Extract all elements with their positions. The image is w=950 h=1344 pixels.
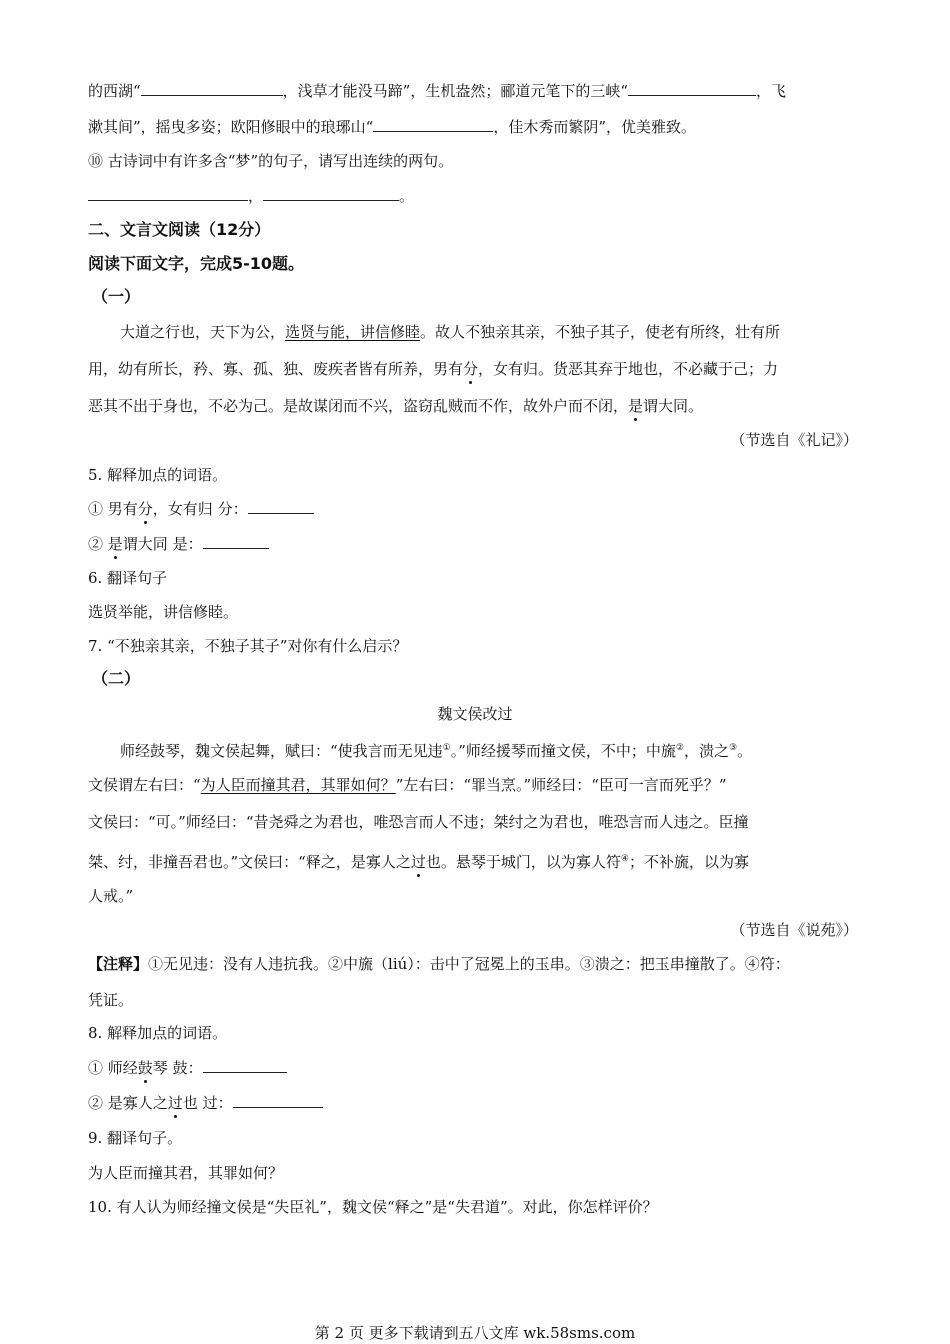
source-citation: （节选自《礼记》） bbox=[730, 431, 858, 449]
text-line: ， 。 bbox=[88, 186, 414, 206]
passage-label: （二） bbox=[92, 669, 141, 688]
passage-line: 师经鼓琴，魏文侯起舞，赋曰：“使我言而无见违①。”师经援琴而撞文侯，不中；中旒②，溃之③。 bbox=[120, 742, 753, 760]
passage-line: 大道之行也，天下为公，选贤与能，讲信修睦。故人不独亲其亲，不独子其子，使老有所终，壮有所 bbox=[120, 323, 781, 341]
question-5-item-1: ① 男有分，女有归 分： bbox=[88, 499, 314, 519]
question-8-item-2: ② 是寡人之过也 过： bbox=[88, 1093, 323, 1113]
question-8-item-1: ① 师经鼓琴 鼓： bbox=[88, 1058, 287, 1078]
question-7: 7. “不独亲其亲，不独子其子”对你有什么启示？ bbox=[88, 637, 408, 655]
question-5: 5. 解释加点的词语。 bbox=[88, 466, 228, 484]
answer-blank[interactable] bbox=[233, 1093, 323, 1108]
passage-title: 魏文侯改过 bbox=[437, 705, 513, 723]
question-9: 9. 翻译句子。 bbox=[88, 1129, 183, 1147]
passage-line: 人戒。” bbox=[88, 887, 134, 905]
annotation-note: 【注释】①无见违：没有人违抗我。②中旒（liú）：击中了冠冕上的玉串。③溃之：把玉串撞散了。④符： bbox=[88, 955, 790, 973]
text-line: 漱其间”，摇曳多姿；欧阳修眼中的琅琊山“ ，佳木秀而繁阴”，优美雅致。 bbox=[88, 118, 697, 136]
section-title: 二、文言文阅读（12分） bbox=[88, 220, 271, 239]
passage-label: （一） bbox=[92, 287, 141, 306]
answer-blank[interactable] bbox=[203, 534, 269, 549]
question-6: 6. 翻译句子 bbox=[88, 569, 168, 587]
question-5-item-2: ② 是谓大同 是： bbox=[88, 534, 269, 554]
question-8: 8. 解释加点的词语。 bbox=[88, 1024, 228, 1042]
answer-blank[interactable] bbox=[248, 499, 314, 514]
passage-line: 桀、纣，非撞吾君也。”文侯曰：“释之，是寡人之过也。悬琴于城门，以为寡人符④；不补旒，以为寡 bbox=[88, 853, 749, 871]
question-10-poem: ⑩ 古诗词中有许多含“梦”的句子，请写出连续的两句。 bbox=[88, 152, 454, 170]
passage-line: 用，幼有所长，矜、寡、孤、独、废疾者皆有所养，男有分，女有归。货恶其弃于地也，不必藏于己；力 bbox=[88, 360, 779, 378]
passage-line: 文侯曰：“可。”师经曰：“昔尧舜之为君也，唯恐言而人不违；桀纣之为君也，唯恐言而人违之。臣撞 bbox=[88, 813, 749, 831]
page-footer: 第 2 页 更多下载请到五八文库 wk.58sms.com bbox=[314, 1324, 636, 1342]
question-6-sentence: 选贤举能，讲信修睦。 bbox=[88, 603, 239, 621]
answer-blank[interactable] bbox=[203, 1058, 287, 1073]
answer-blank[interactable] bbox=[628, 81, 756, 96]
answer-blank[interactable] bbox=[263, 186, 399, 201]
section-instruction: 阅读下面文字，完成5-10题。 bbox=[88, 254, 305, 273]
annotation-note-cont: 凭证。 bbox=[88, 991, 134, 1009]
question-10: 10. 有人认为师经撞文侯是“失臣礼”，魏文侯“释之”是“失君道”。对此，你怎样评价？ bbox=[88, 1198, 658, 1216]
source-citation: （节选自《说苑》） bbox=[730, 921, 858, 939]
passage-line: 恶其不出于身也，不必为己。是故谋闭而不兴，盗窃乱贼而不作，故外户而不闭，是谓大同。 bbox=[88, 397, 704, 415]
question-9-sentence: 为人臣而撞其君，其罪如何？ bbox=[88, 1164, 284, 1182]
answer-blank[interactable] bbox=[88, 186, 248, 201]
passage-line: 文侯谓左右曰：“为人臣而撞其君，其罪如何？”左右曰：“罪当烹。”师经曰：“臣可一言而死乎？” bbox=[88, 776, 727, 794]
text-line: 的西湖“ ，浅草才能没马蹄”，生机盎然；郦道元笔下的三峡“ ，飞 bbox=[88, 82, 787, 100]
answer-blank[interactable] bbox=[141, 81, 283, 96]
answer-blank[interactable] bbox=[373, 117, 493, 132]
